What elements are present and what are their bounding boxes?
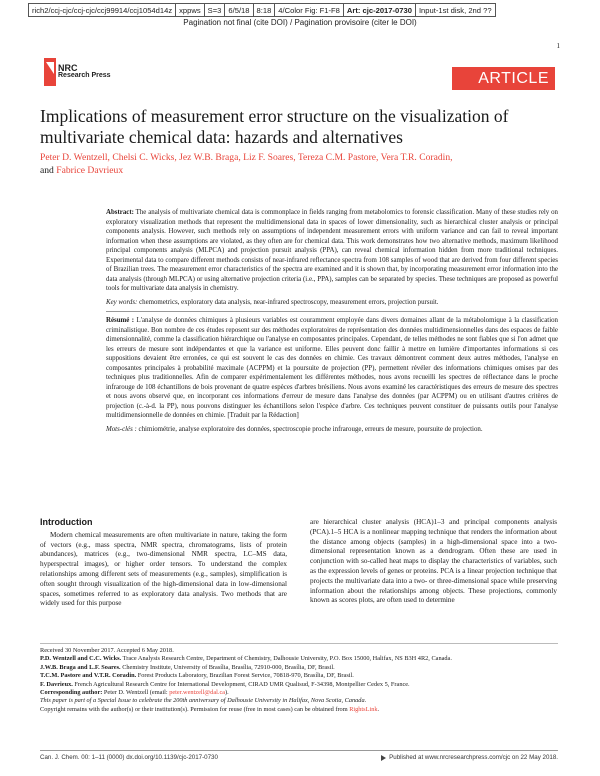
citation[interactable]: Can. J. Chem. 00: 1–11 (0000) dx.doi.org/10.1139/cjc-2017-0730 [40,754,218,761]
affiliation-text: Trace Analysis Research Centre, Department of Chemistry, Dalhousie University, P.O. Box 15000, Halifax, NS B3H 4R2, Canada. [122,655,452,663]
author-list [40,152,560,177]
affiliation-text: Forest Products Laboratory, Brazilian Forest Service, 70818-970, Brasília, DF, Brasil. [137,672,354,680]
affiliation [40,681,558,689]
abstract-label: Abstract: [106,209,134,216]
authors-line1[interactable]: Peter D. Wentzell, Chelsi C. Wicks, Jez W.B. Braga, Liz F. Soares, Tereza C.M. Pastore, Vera T.R. Coradin, [40,152,453,163]
intro-left-text: Modern chemical measurements are often multivariate in nature, taking the form of vectors (e.g., mass spectra, NMR spectra, chromatograms, lists of protein abundances), matrices (e.g., two-dimensional NMR spectra, LC–MS data, hyperspectral images), or higher order tensors. To understand the complex relationships among different sets of measurements (e.g., samples), simplification is often sought through visualization of the high-dimensional data in low-dimensional spaces, sometimes referred to as exploratory data analysis. Two methods that are widely used for this purpose [40,530,287,608]
authors-and: and [40,164,54,176]
publisher-name-line1: NRC [58,63,78,73]
motscles-label: Mots-clés : [106,425,137,433]
affiliation [40,672,558,680]
proof-header-bar [28,3,496,17]
proof-cell: 6/5/18 [225,4,253,16]
article-type-banner: ARTICLE [452,67,555,90]
page-footer [40,750,558,761]
intro-left-column [40,518,287,609]
corr-close: ). [225,689,229,697]
affiliation [40,655,558,663]
intro-heading: Introduction [40,517,93,527]
keywords-label: Key words: [106,298,138,306]
motscles-text: chimiométrie, analyse exploratoire des données, spectroscopie proche infrarouge, erreurs de mesure, poursuite de projection. [138,425,483,433]
proof-cell: S=3 [205,4,226,16]
special-issue-note: This paper is part of a Special Issue to celebrate the 200th anniversary of Dalhousie University in Halifax, Nova Scotia, Canada. [40,697,367,705]
corr-label: Corresponding author: [40,689,103,697]
affiliation [40,664,558,672]
affiliation-names: T.C.M. Pastore and V.T.R. Coradin. [40,672,137,680]
publisher-name [58,64,111,80]
published-note [381,754,558,761]
resume-paragraph [106,316,558,421]
article-title: Implications of measurement error structure on the visualization of multivariate chemical data: hazards and alternatives [40,106,509,147]
affiliation-names: P.D. Wentzell and C.C. Wicks. [40,655,122,663]
affiliation-names: J.W.B. Braga and L.F. Soares. [40,663,121,671]
corr-email-link[interactable]: peter.wentzell@dal.ca [169,689,226,697]
page-number: 1 [556,42,560,50]
proof-cell: 4/Color Fig: F1-F8 [275,4,344,16]
copyright-end: . [377,705,380,713]
abstract-paragraph [106,208,558,294]
published-text[interactable]: Published at www.nrcresearchpress.com/cjc on 22 May 2018. [389,754,558,761]
pagination-note: Pagination not final (cite DOI) / Pagination provisoire (citer le DOI) [183,18,417,27]
divider [106,311,558,312]
abstract-section [106,208,558,438]
footnotes [40,643,558,714]
abstract-text: The analysis of multivariate chemical data is commonplace in fields ranging from metabolomics to forensic classification. Many of these studies rely on exploratory visualization methods that represent the multidimensional data in spaces of lower dimensionality, such as hierarchical cluster analysis or principal components analysis. However, such methods rely on assumptions of independent measurement errors with uniform variance and can fail to reveal important information when these assumptions are violated, as they often are for chemical data. This work demonstrates how two alternative methods, maximum likelihood principal components analysis (MLPCA) and projection pursuit analysis (PPA), can reveal chemical information hidden from more traditional techniques. Experimental data to compare different methods consists of near-infrared reflectance spectra from 108 samples of wood that are derived from four different species of Brazilian trees. The measurement error characteristics of the spectra are examined and it is shown that, by incorporating measurement error information into the data analysis (through MLPCA) or using alternative projection criteria (i.e., PPA), samples can be separated by species. These techniques are proposed as powerful tools for multivariate data analysis in chemistry. [106,209,558,292]
proof-cell: Art: cjc-2017-0730 [344,4,416,16]
motscles-paragraph [106,425,558,435]
resume-label: Résumé : [106,317,135,324]
intro-right-text: are hierarchical cluster analysis (HCA)1–3 and principal components analysis (PCA).1–5 HCA is a nonlinear mapping technique that renders the information about the distance among objects (samples) in a high-dimensional space into a two-dimensional representation known as a dendrogram. Often these are used in conjunction with so-called heat maps to display the characteristics of variables, such as the expression levels of genes or proteins. PCA is a linear projection technique that projects the multivariate data into a two- or three-dimensional space while preserving information about the relationships among objects. These projections, commonly known as scores plots, are often used to determine [310,518,557,605]
proof-cell: 8:18 [254,4,276,16]
keywords-text: chemometrics, exploratory data analysis, near-infrared spectroscopy, measurement errors, projection pursuit. [139,298,439,306]
proof-cell: Input-1st disk, 2nd ?? [418,6,492,15]
resume-text: L'analyse de données chimiques à plusieurs variables est couramment employée dans divers domaines allant de la métabolomique à la classification criminalistique. Bon nombre de ces études reposent sur des méthodes exploratoires de représentation des données multidimensionnelles dans des espaces de faible dimensionnalité, comme la classification hiérarchique ou l'analyse en composantes principales. Cependant, de telles méthodes ne sont fiables que si l'on admet que les erreurs de mesure sont indépendantes et que la variance est uniforme. Elles peuvent donc faillir à mettre en lumière d'importantes informations si ces suppositions devaient être erronées, ce qui est souvent le cas des données en chimie. Ces travaux démontrent comment deux autres méthodes, l'analyse en composantes principales à probabilité maximale (ACPPM) et la poursuite de projection (PP), permettent révéler des informations chimiques omises par des techniques plus traditionnelles. Afin de comparer expérimentalement les différentes méthodes, nous avons recueilli les spectres de réflectance dans le proche infrarouge de 108 échantillons de bois provenant de quatre espèces d'arbres brésiliens. Nous avons examiné les caractéristiques des erreurs de mesure des spectres et nous avons observé que, en incorporant ces informations d'erreur de mesure dans l'analyse des données (par ACPPM) ou en utilisant d'autres critères de projection (c.-à-d. la PP), nous pouvons distinguer les échantillons selon l'espèce d'arbre. Ces techniques peuvent constituer de puissants outils pour l'analyse multidimensionnelle de données en chimie. [Traduit par la Rédaction] [106,317,558,419]
proof-cell: rich2/ccj-cjc/ccj-cjc/ccj99914/ccj1054d14z [29,4,176,16]
intro-right-column [310,518,557,606]
corr-name: Peter D. Wentzell (email: [103,689,168,697]
keywords-paragraph [106,298,558,308]
affiliation-text: Chemistry Institute, University of Brasília, Brasília, 72910-000, Brasília, DF, Brasil. [122,663,335,671]
publisher-name-line2: Research Press [58,72,111,79]
copyright-note [40,706,558,714]
author-last[interactable]: Fabrice Davrieux [56,164,124,176]
corresponding-author [40,689,558,697]
affiliation-text: French Agricultural Research Centre for International Development, CIRAD UMR Qualisud, F-34398, Montpellier Cedex 5, France. [74,680,410,688]
affiliation-names: F. Davrieux. [40,680,73,688]
rightslink-link[interactable]: RightsLink [349,705,378,713]
arrow-right-icon [381,755,386,761]
proof-cell: xppws [176,4,205,16]
copyright-text: Copyright remains with the author(s) or their institution(s). Permission for reuse (free in most cases) can be obtained from [40,705,348,713]
received-line: Received 30 November 2017. Accepted 6 May 2018. [40,647,174,654]
